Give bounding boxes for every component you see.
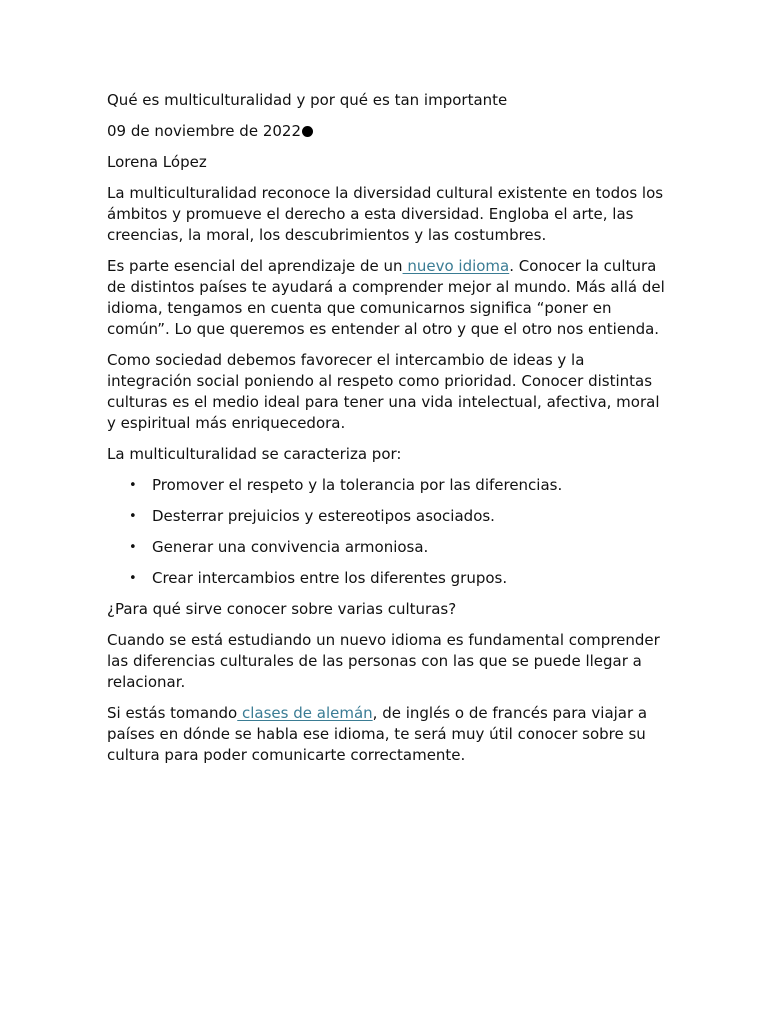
- paragraph-intro: La multiculturalidad reconoce la diversidad cultural existente en todos los ámbitos y promueve el derecho a esta diversidad. Engloba el arte, las creencias, la moral, los descubrimientos y las costumbres.: [107, 184, 664, 244]
- list-intro: La multiculturalidad se caracteriza por:: [107, 445, 402, 463]
- list-item: [107, 568, 667, 589]
- article-date: 09 de noviembre de 2022: [107, 122, 301, 140]
- bullet-icon: •: [129, 478, 137, 493]
- bullet-icon: •: [129, 509, 137, 524]
- date-bullet-icon: [302, 126, 313, 137]
- nuevo-idioma-link[interactable]: nuevo idioma: [402, 257, 510, 275]
- paragraph-classes: [107, 703, 667, 766]
- list-item-text: Crear intercambios entre los diferentes grupos.: [152, 569, 508, 587]
- list-item: [107, 537, 667, 558]
- paragraph-studying: Cuando se está estudiando un nuevo idioma es fundamental comprender las diferencias culturales de las personas con las que se puede llegar a relacionar.: [107, 631, 660, 691]
- article-title: Qué es multiculturalidad y por qué es tan importante: [107, 91, 508, 109]
- article-author: Lorena López: [107, 153, 207, 171]
- bullet-icon: •: [129, 571, 137, 586]
- list-item: [107, 506, 667, 527]
- paragraph-society: Como sociedad debemos favorecer el intercambio de ideas y la integración social poniendo al respeto como prioridad. Conocer distintas culturas es el medio ideal para tener una vida intelectual, afectiva, moral y espiritual más enriquecedora.: [107, 351, 660, 432]
- bullet-icon: •: [129, 540, 137, 555]
- characteristics-list: [107, 475, 667, 589]
- clases-de-aleman-link[interactable]: clases de alemán: [237, 704, 373, 722]
- paragraph-language: [107, 256, 667, 340]
- list-item: [107, 475, 667, 496]
- section-subheading: ¿Para qué sirve conocer sobre varias culturas?: [107, 600, 457, 618]
- list-item-text: Generar una convivencia armoniosa.: [152, 538, 429, 556]
- paragraph-language-start: Es parte esencial del aprendizaje de un: [107, 257, 403, 275]
- paragraph-classes-start: Si estás tomando: [107, 704, 238, 722]
- document-body: [107, 90, 667, 776]
- list-item-text: Promover el respeto y la tolerancia por las diferencias.: [152, 476, 563, 494]
- list-item-text: Desterrar prejuicios y estereotipos asociados.: [152, 507, 495, 525]
- article-date-line: [107, 121, 667, 142]
- paragraph-language-end: . Conocer la cultura de distintos países te ayudará a comprender mejor al mundo. Más allá del idioma, tengamos en cuenta que comunicarnos significa “poner en común”. Lo que queremos es entender al otro y que el otro nos entienda.: [107, 257, 665, 338]
- paragraph-classes-end: , de inglés o de francés para viajar a países en dónde se habla ese idioma, te será muy útil conocer sobre su cultura para poder comunicarte correctamente.: [107, 704, 648, 764]
